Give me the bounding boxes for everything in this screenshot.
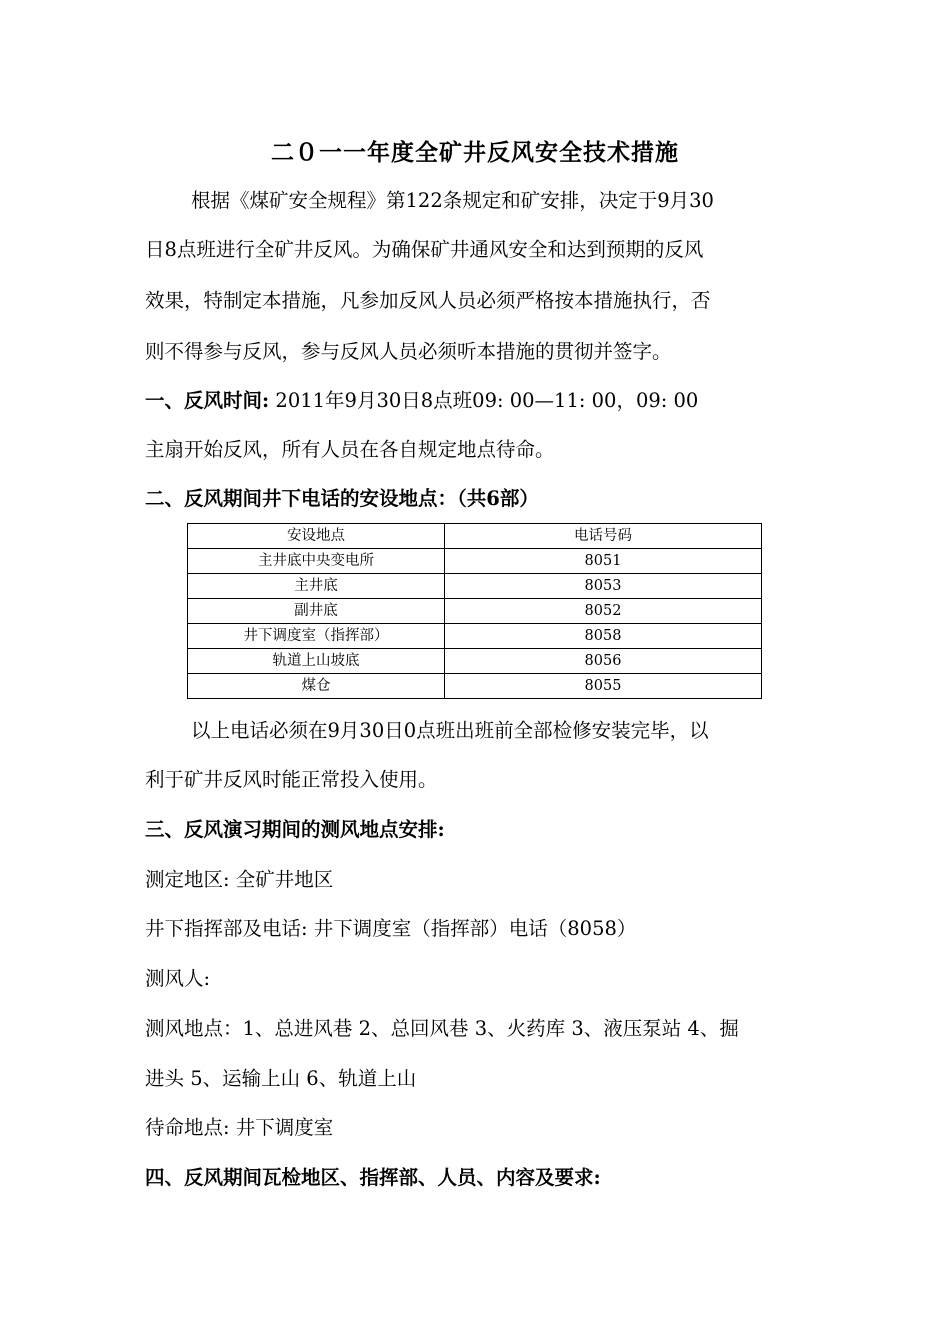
phone-location-table: [187, 523, 762, 699]
intro-line-2: 日8点班进行全矿井反风。为确保矿井通风安全和达到预期的反风: [145, 238, 704, 261]
table-row: [188, 574, 762, 599]
table-row: [188, 649, 762, 674]
section3-command: 井下指挥部及电话: 井下调度室（指挥部）电话（8058）: [145, 917, 637, 940]
location-cell: 煤仓: [188, 674, 445, 699]
phone-cell: 8056: [445, 649, 762, 674]
section1-text-2: 主扇开始反风，所有人员在各自规定地点待命。: [145, 438, 555, 461]
phone-cell: 8055: [445, 674, 762, 699]
section1-heading: 一、反风时间:: [145, 389, 270, 412]
table-header-phone: 电话号码: [445, 524, 762, 549]
phone-cell: 8052: [445, 599, 762, 624]
table-row: [188, 599, 762, 624]
section4-heading: 四、反风期间瓦检地区、指挥部、人员、内容及要求:: [145, 1166, 601, 1189]
phone-cell: 8058: [445, 624, 762, 649]
table-header-location: 安设地点: [188, 524, 445, 549]
section2-note-1: 以上电话必须在9月30日0点班出班前全部检修安装完毕，以: [191, 719, 709, 742]
section3-person: 测风人:: [145, 967, 211, 990]
table-row: [188, 549, 762, 574]
section2-heading: 二、反风期间井下电话的安设地点：（共6部）: [145, 487, 539, 510]
location-cell: 副井底: [188, 599, 445, 624]
intro-line-4: 则不得参与反风，参与反风人员必须听本措施的贯彻并签字。: [145, 340, 672, 363]
section3-points-1: 测风地点：1、总进风巷 2、总回风巷 3、火药库 3、液压泵站 4、掘: [145, 1017, 739, 1040]
document-title: 二０一一年度全矿井反风安全技术措施: [271, 139, 679, 166]
location-cell: 主井底: [188, 574, 445, 599]
section1-time: 2011年9月30日8点班09: 00—11: 00，09: 00: [275, 389, 699, 412]
table-header-row: [188, 524, 762, 549]
intro-line-1: 根据《煤矿安全规程》第122条规定和矿安排，决定于9月30: [191, 189, 714, 212]
section3-standby: 待命地点: 井下调度室: [145, 1116, 334, 1139]
section3-points-2: 进头 5、运输上山 6、轨道上山: [145, 1067, 417, 1090]
location-cell: 井下调度室（指挥部）: [188, 624, 445, 649]
section1-line: [145, 386, 698, 416]
table-row: [188, 674, 762, 699]
section3-heading: 三、反风演习期间的测风地点安排:: [145, 818, 445, 841]
location-cell: 轨道上山坡底: [188, 649, 445, 674]
phone-cell: 8051: [445, 549, 762, 574]
section3-area: 测定地区: 全矿井地区: [145, 868, 334, 891]
section2-note-2: 利于矿井反风时能正常投入使用。: [145, 768, 438, 791]
location-cell: 主井底中央变电所: [188, 549, 445, 574]
intro-line-3: 效果，特制定本措施，凡参加反风人员必须严格按本措施执行，否: [145, 289, 711, 312]
table-row: [188, 624, 762, 649]
phone-cell: 8053: [445, 574, 762, 599]
